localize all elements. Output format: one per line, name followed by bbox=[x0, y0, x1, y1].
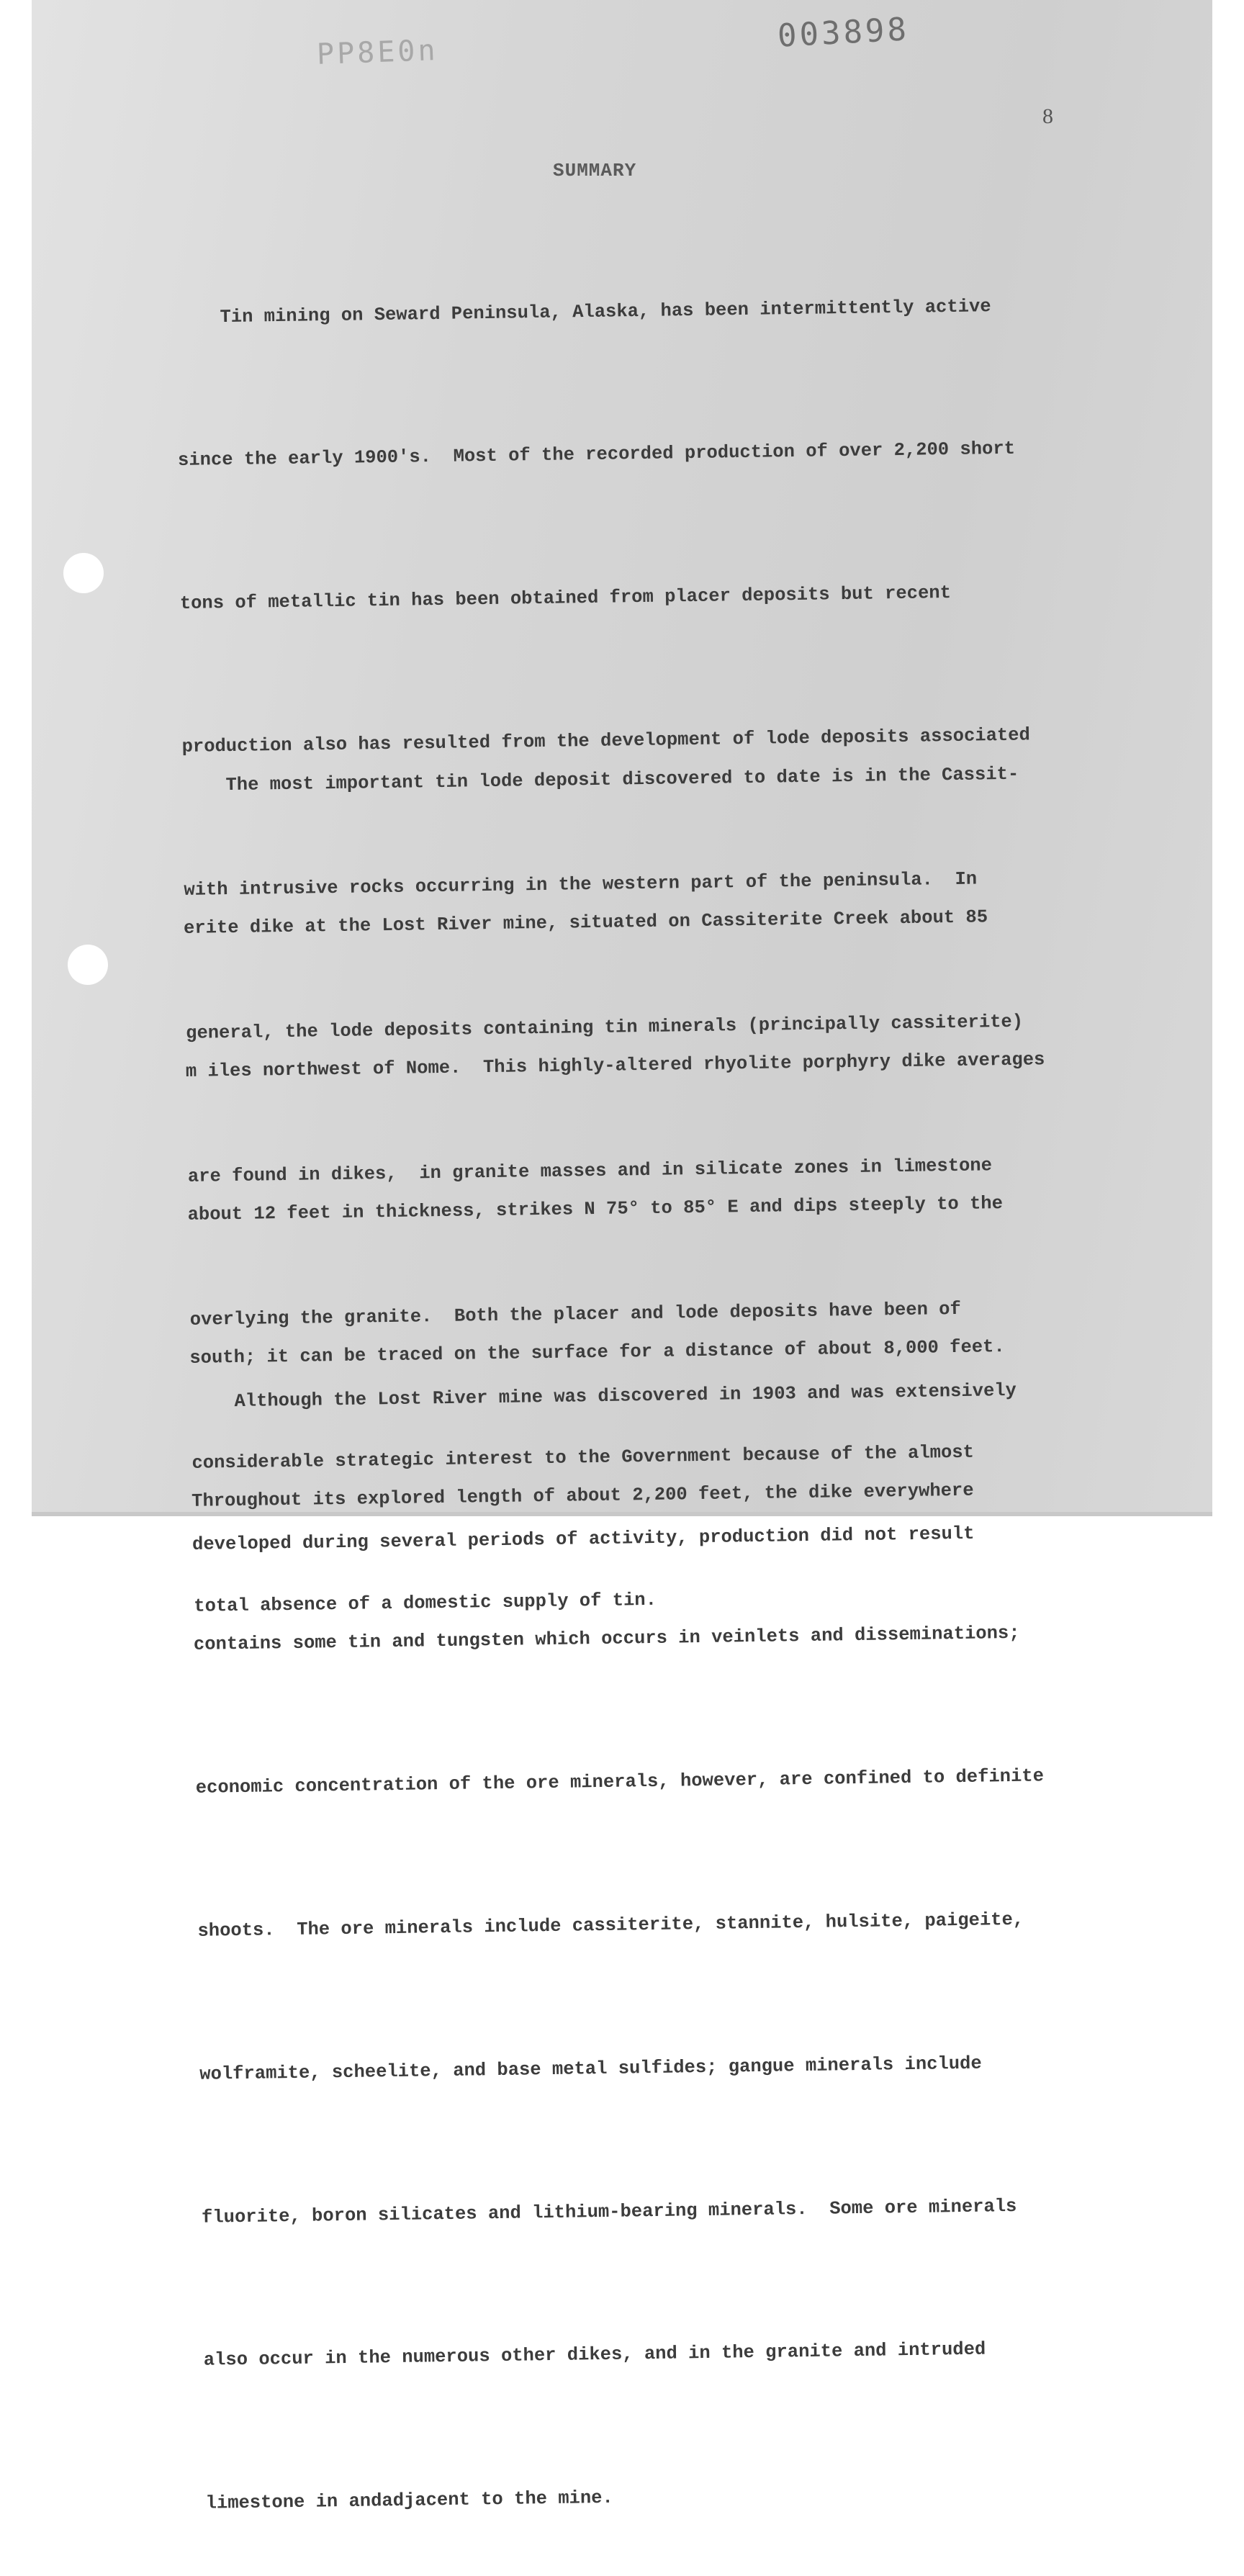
text-line: limestone in andadjacent to the mine. bbox=[205, 2487, 613, 2515]
section-heading: SUMMARY bbox=[553, 160, 637, 181]
text-line: economic concentration of the ore minerals, however, are confined to definite bbox=[195, 1765, 1045, 1798]
text-line: wolframite, scheelite, and base metal sulfides; gangue minerals include bbox=[199, 2053, 982, 2085]
text-line: overlying the granite. Both the placer and lode deposits have been of bbox=[189, 1298, 962, 1330]
document-number-stamp: 003898 bbox=[776, 11, 911, 55]
text-line: total absence of a domestic supply of tin. bbox=[194, 1589, 657, 1617]
text-line: m iles northwest of Nome. This highly-altered rhyolite porphyry dike averages bbox=[185, 1049, 1045, 1083]
text-line: Although the Lost River mine was discovered in 1903 and was extensively bbox=[190, 1379, 1017, 1413]
text-line: fluorite, boron silicates and lithium-bearing minerals. Some ore minerals bbox=[201, 2195, 1017, 2228]
text-line: The most important tin lode deposit discovered to date is in the Cassit- bbox=[181, 763, 1019, 796]
text-line: considerable strategic interest to the Government because of the almost bbox=[191, 1441, 975, 1474]
text-line: also occur in the numerous other dikes, and in the granite and intruded bbox=[203, 2338, 986, 2372]
text-line: with intrusive rocks occurring in the western part of the peninsula. In bbox=[184, 868, 978, 901]
punch-hole bbox=[68, 945, 108, 985]
text-line: south; it can be traced on the surface for a distance of about 8,000 feet. bbox=[189, 1336, 1005, 1369]
text-line: are found in dikes, in granite masses and in silicate zones in limestone bbox=[187, 1155, 993, 1187]
text-line: Tin mining on Seward Peninsula, Alaska, has been intermittently active bbox=[176, 295, 991, 328]
text-line: developed during several periods of activity, production did not result bbox=[191, 1523, 975, 1556]
faint-stamp-mark: PP8E0n bbox=[316, 34, 439, 71]
text-line: production also has resulted from the development of lode deposits associated bbox=[181, 724, 1031, 758]
paragraph-3 bbox=[189, 1271, 1019, 1617]
text-line: general, the lode deposits containing tin minerals (principally cassiterite) bbox=[185, 1011, 1024, 1044]
text-line: about 12 feet in thickness, strikes N 75° to 85° E and dips steeply to the bbox=[187, 1193, 1004, 1226]
text-line: tons of metallic tin has been obtained from placer deposits but recent bbox=[179, 582, 952, 615]
text-line: Throughout its explored length of about 2,200 feet, the dike everywhere bbox=[191, 1480, 974, 1512]
punch-hole bbox=[63, 553, 104, 593]
text-line: erite dike at the Lost River mine, situated on Cassiterite Creek about 85 bbox=[183, 906, 988, 940]
text-line: shoots. The ore minerals include cassiterite, stannite, hulsite, paigeite, bbox=[197, 1909, 1024, 1942]
text-line: contains some tin and tungsten which occurs in veinlets and disseminations; bbox=[193, 1622, 1020, 1655]
text-line: since the early 1900's. Most of the recorded production of over 2,200 short bbox=[177, 438, 1016, 472]
page-number: 8 bbox=[1042, 104, 1053, 128]
